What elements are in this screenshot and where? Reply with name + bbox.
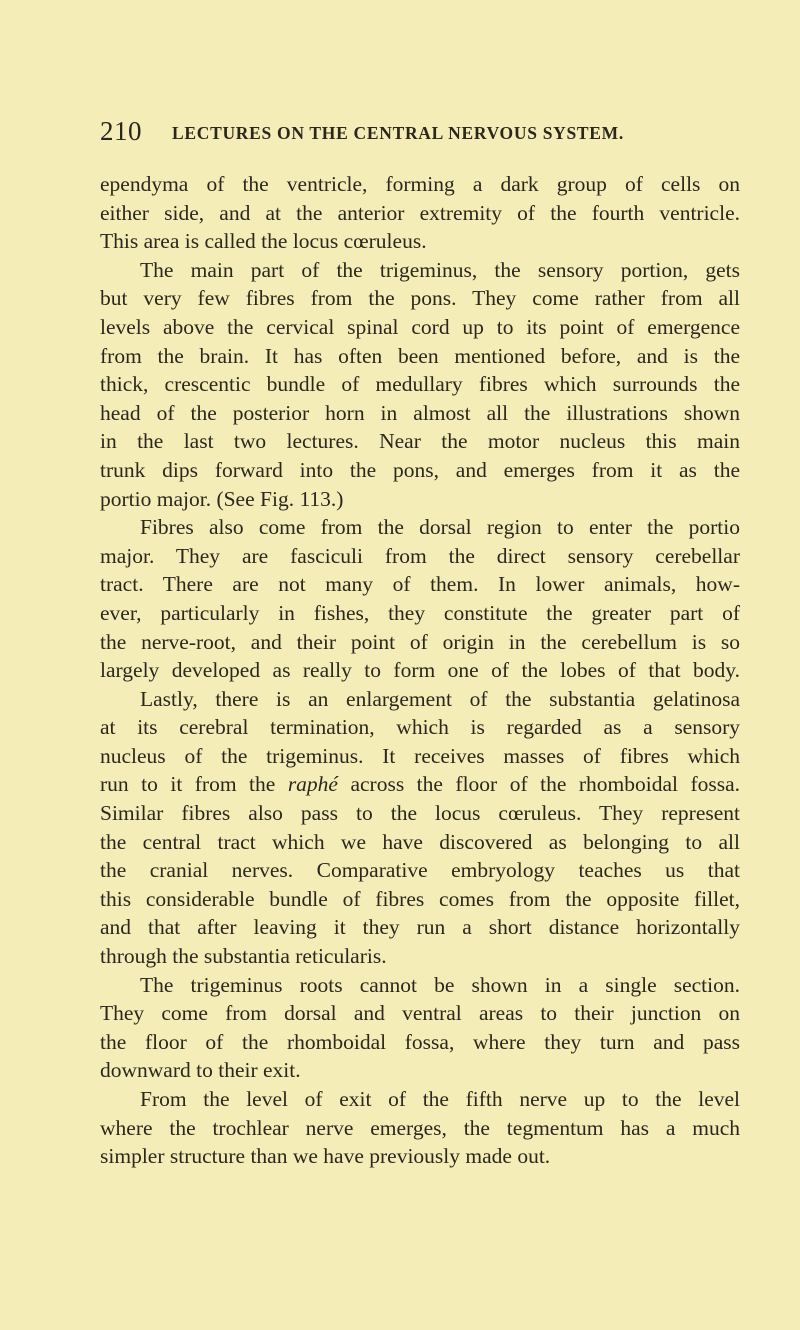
text-line: thick, crescentic bundle of medullary fibres which surrounds the — [100, 372, 740, 397]
paragraph-first-line: Fibres also come from the dorsal region to enter the portio — [140, 515, 740, 540]
text-line: the central tract which we have discovered as belonging to all — [100, 829, 740, 854]
paragraph-first-line: The main part of the trigeminus, the sensory portion, gets — [140, 257, 740, 282]
text-line: the nerve-root, and their point of origin in the cerebellum is so — [100, 629, 740, 654]
paragraph-first-line: Lastly, there is an enlargement of the substantia gelatinosa — [140, 686, 740, 711]
running-head: LECTURES ON THE CENTRAL NERVOUS SYSTEM. — [172, 123, 624, 143]
text-line: the floor of the rhomboidal fossa, where they turn and pass — [100, 1029, 740, 1054]
text-line: This area is called the locus cœruleus. — [100, 229, 427, 254]
text-line: portio major. (See Fig. 113.) — [100, 486, 344, 511]
page-header — [100, 116, 740, 146]
text-line: major. They are fasciculi from the direct sensory cerebellar — [100, 543, 740, 568]
text-line: this considerable bundle of fibres comes from the opposite fillet, — [100, 886, 740, 911]
text-fragment: run to it from the — [100, 772, 276, 797]
text-line: Similar fibres also pass to the locus cœruleus. They represent — [100, 801, 740, 826]
text-line: through the substantia reticularis. — [100, 944, 387, 969]
text-line: the cranial nerves. Comparative embryology teaches us that — [100, 858, 740, 883]
text-line: and that after leaving it they run a short distance horizontally — [100, 915, 740, 940]
text-line: ever, particularly in fishes, they constitute the greater part of — [100, 600, 740, 625]
italic-term-raphe: raphé — [287, 772, 338, 797]
text-fragment: across the floor of the rhomboidal fossa. — [350, 772, 741, 797]
text-line: but very few fibres from the pons. They come rather from all — [100, 286, 740, 311]
text-line: largely developed as really to form one of the lobes of that body. — [100, 658, 740, 683]
text-line: at its cerebral termination, which is regarded as a sensory — [100, 715, 740, 740]
text-line: levels above the cervical spinal cord up to its point of emergence — [100, 314, 740, 339]
text-line: They come from dorsal and ventral areas to their junction on — [100, 1001, 740, 1026]
text-line: simpler structure than we have previously made out. — [100, 1144, 551, 1169]
text-line: head of the posterior horn in almost all the illustrations shown — [100, 400, 740, 425]
paragraph-first-line: The trigeminus roots cannot be shown in a single section. — [140, 972, 740, 997]
text-line: ependyma of the ventricle, forming a dark group of cells on — [100, 172, 740, 196]
text-line: tract. There are not many of them. In lower animals, how- — [100, 572, 740, 597]
text-line: downward to their exit. — [100, 1058, 301, 1083]
body-text — [100, 170, 740, 1171]
text-line: trunk dips forward into the pons, and emerges from it as the — [100, 457, 740, 482]
page-number: 210 — [100, 116, 142, 146]
text-line: from the brain. It has often been mentioned before, and is the — [100, 343, 740, 368]
text-line: in the last two lectures. Near the motor nucleus this main — [100, 429, 740, 454]
text-line: nucleus of the trigeminus. It receives masses of fibres which — [100, 743, 740, 768]
text-line-with-italic — [100, 770, 740, 799]
text-line: either side, and at the anterior extremity of the fourth ventricle. — [100, 200, 740, 225]
text-line: where the trochlear nerve emerges, the tegmentum has a much — [100, 1115, 740, 1140]
paragraph-first-line: From the level of exit of the fifth nerve up to the level — [140, 1087, 740, 1111]
